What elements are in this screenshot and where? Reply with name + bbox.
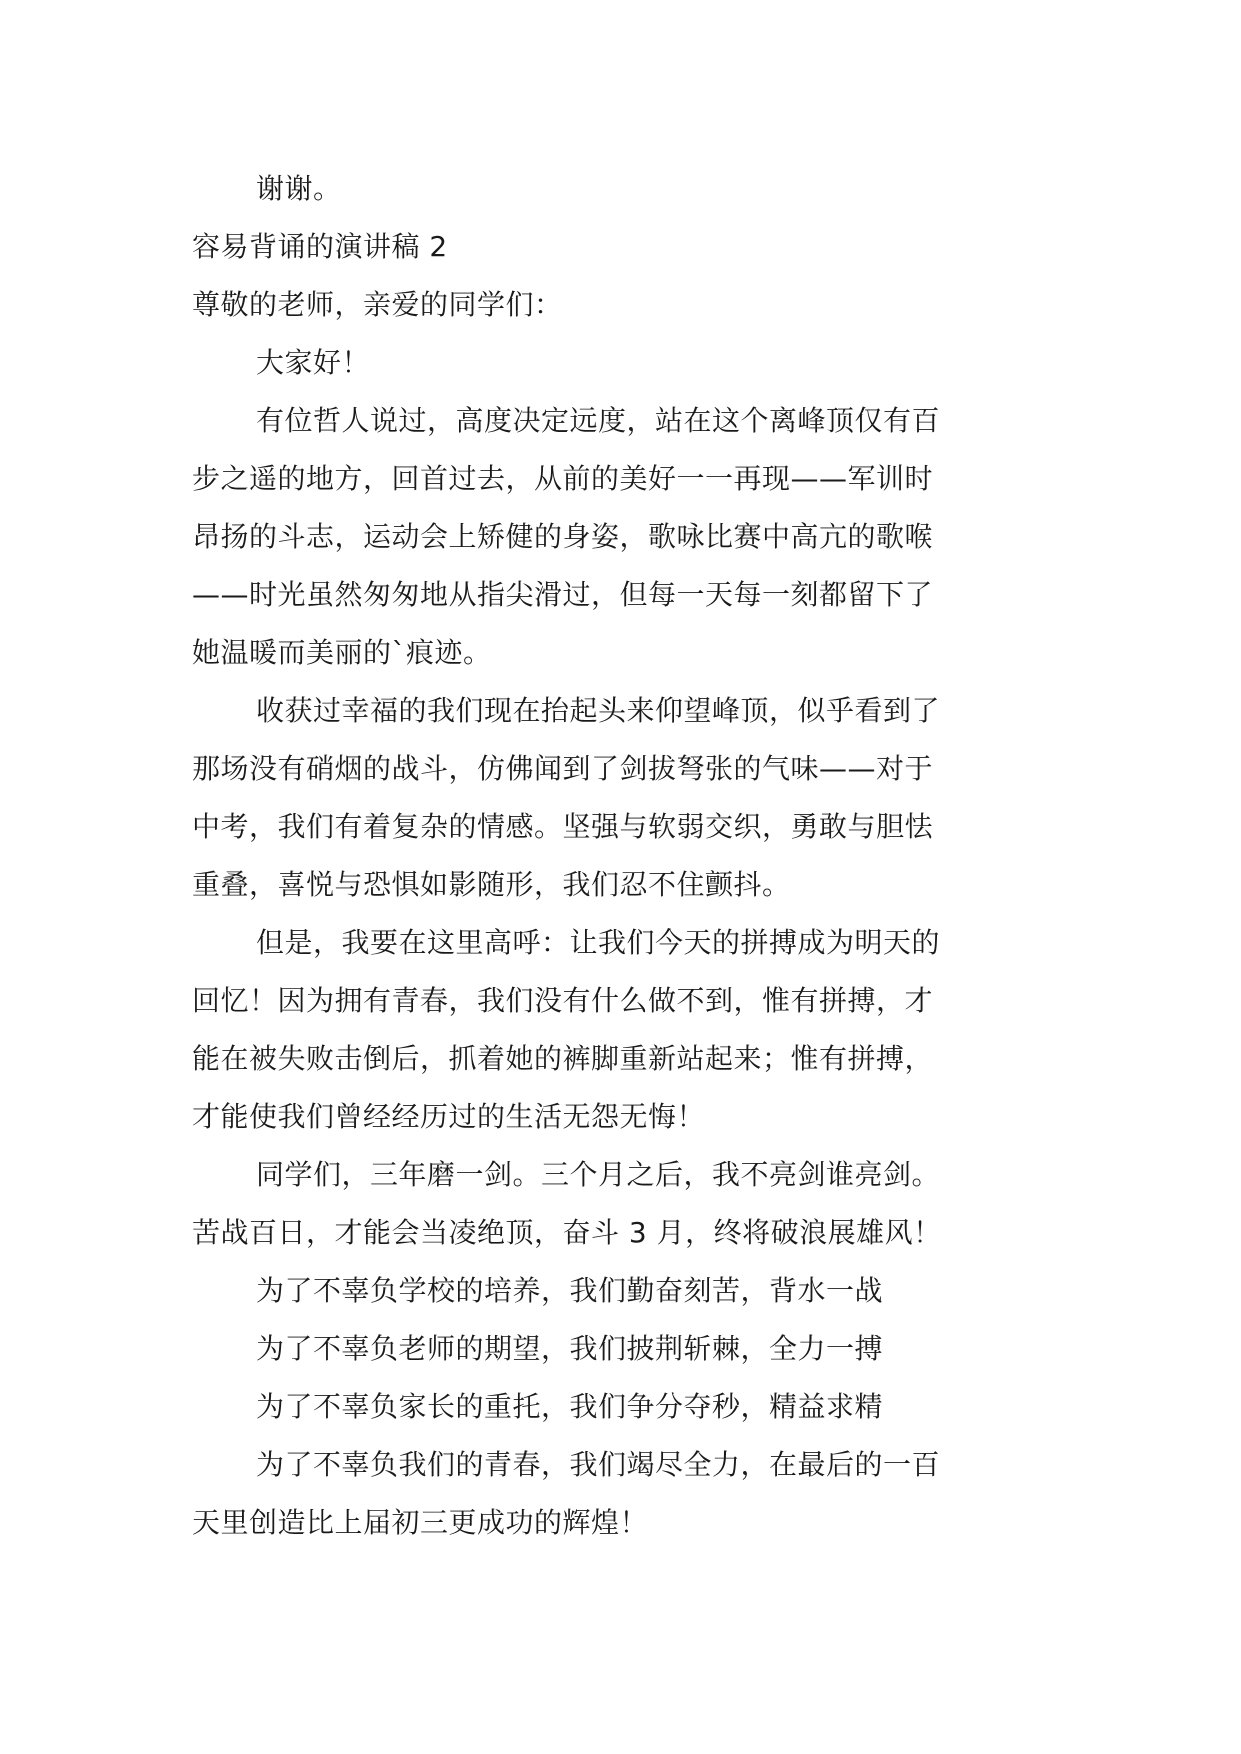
paragraph-line: 才能使我们曾经经历过的生活无怨无悔！ [192,1100,706,1133]
paragraph-7: 为了不辜负家长的重托，我们争分夺秒，精益求精 [256,1390,884,1423]
paragraph-line: 那场没有硝烟的战斗，仿佛闻到了剑拔弩张的气味——对于 [192,752,934,785]
paragraph-line: 收获过幸福的我们现在抬起头来仰望峰顶，似乎看到了 [256,694,941,727]
paragraph-line: 回忆！因为拥有青春，我们没有什么做不到，惟有拼搏，才 [192,984,934,1017]
paragraph-6: 为了不辜负老师的期望，我们披荆斩棘，全力一搏 [256,1332,884,1365]
paragraph-8 [192,1436,1052,1552]
paragraph-line: 重叠，喜悦与恐惧如影随形，我们忍不住颤抖。 [192,868,791,901]
paragraph-3 [192,914,1052,1146]
paragraph-line: 步之遥的地方，回首过去，从前的美好一一再现——军训时 [192,462,934,495]
paragraph-line: 同学们，三年磨一剑。三个月之后，我不亮剑谁亮剑。 [256,1158,941,1191]
paragraph-line: 有位哲人说过，高度决定远度，站在这个离峰顶仅有百 [256,404,941,437]
paragraph-line: ——时光虽然匆匆地从指尖滑过，但每一天每一刻都留下了 [192,578,934,611]
paragraph-line: 苦战百日，才能会当凌绝顶，奋斗 3 月，终将破浪展雄风！ [192,1216,942,1249]
paragraph-4 [192,1146,1052,1262]
closing-line: 谢谢。 [256,172,342,205]
paragraph-line: 昂扬的斗志，运动会上矫健的身姿，歌咏比赛中高亢的歌喉 [192,520,934,553]
paragraph-line: 她温暖而美丽的`痕迹。 [192,636,492,669]
paragraph-line: 天里创造比上届初三更成功的辉煌！ [192,1506,649,1539]
paragraph-5: 为了不辜负学校的培养，我们勤奋刻苦，背水一战 [256,1274,884,1307]
paragraph-line: 但是，我要在这里高呼：让我们今天的拼搏成为明天的 [256,926,941,959]
document-body [192,160,1052,1552]
paragraph-1 [192,392,1052,682]
paragraph-line: 为了不辜负我们的青春，我们竭尽全力，在最后的一百 [256,1448,941,1481]
salutation: 尊敬的老师，亲爱的同学们： [192,288,563,321]
paragraph-line: 能在被失败击倒后，抓着她的裤脚重新站起来；惟有拼搏， [192,1042,934,1075]
speech-title: 容易背诵的演讲稿 2 [192,230,448,263]
paragraph-line: 中考，我们有着复杂的情感。坚强与软弱交织，勇敢与胆怯 [192,810,934,843]
paragraph-2 [192,682,1052,914]
greeting: 大家好！ [256,346,371,379]
